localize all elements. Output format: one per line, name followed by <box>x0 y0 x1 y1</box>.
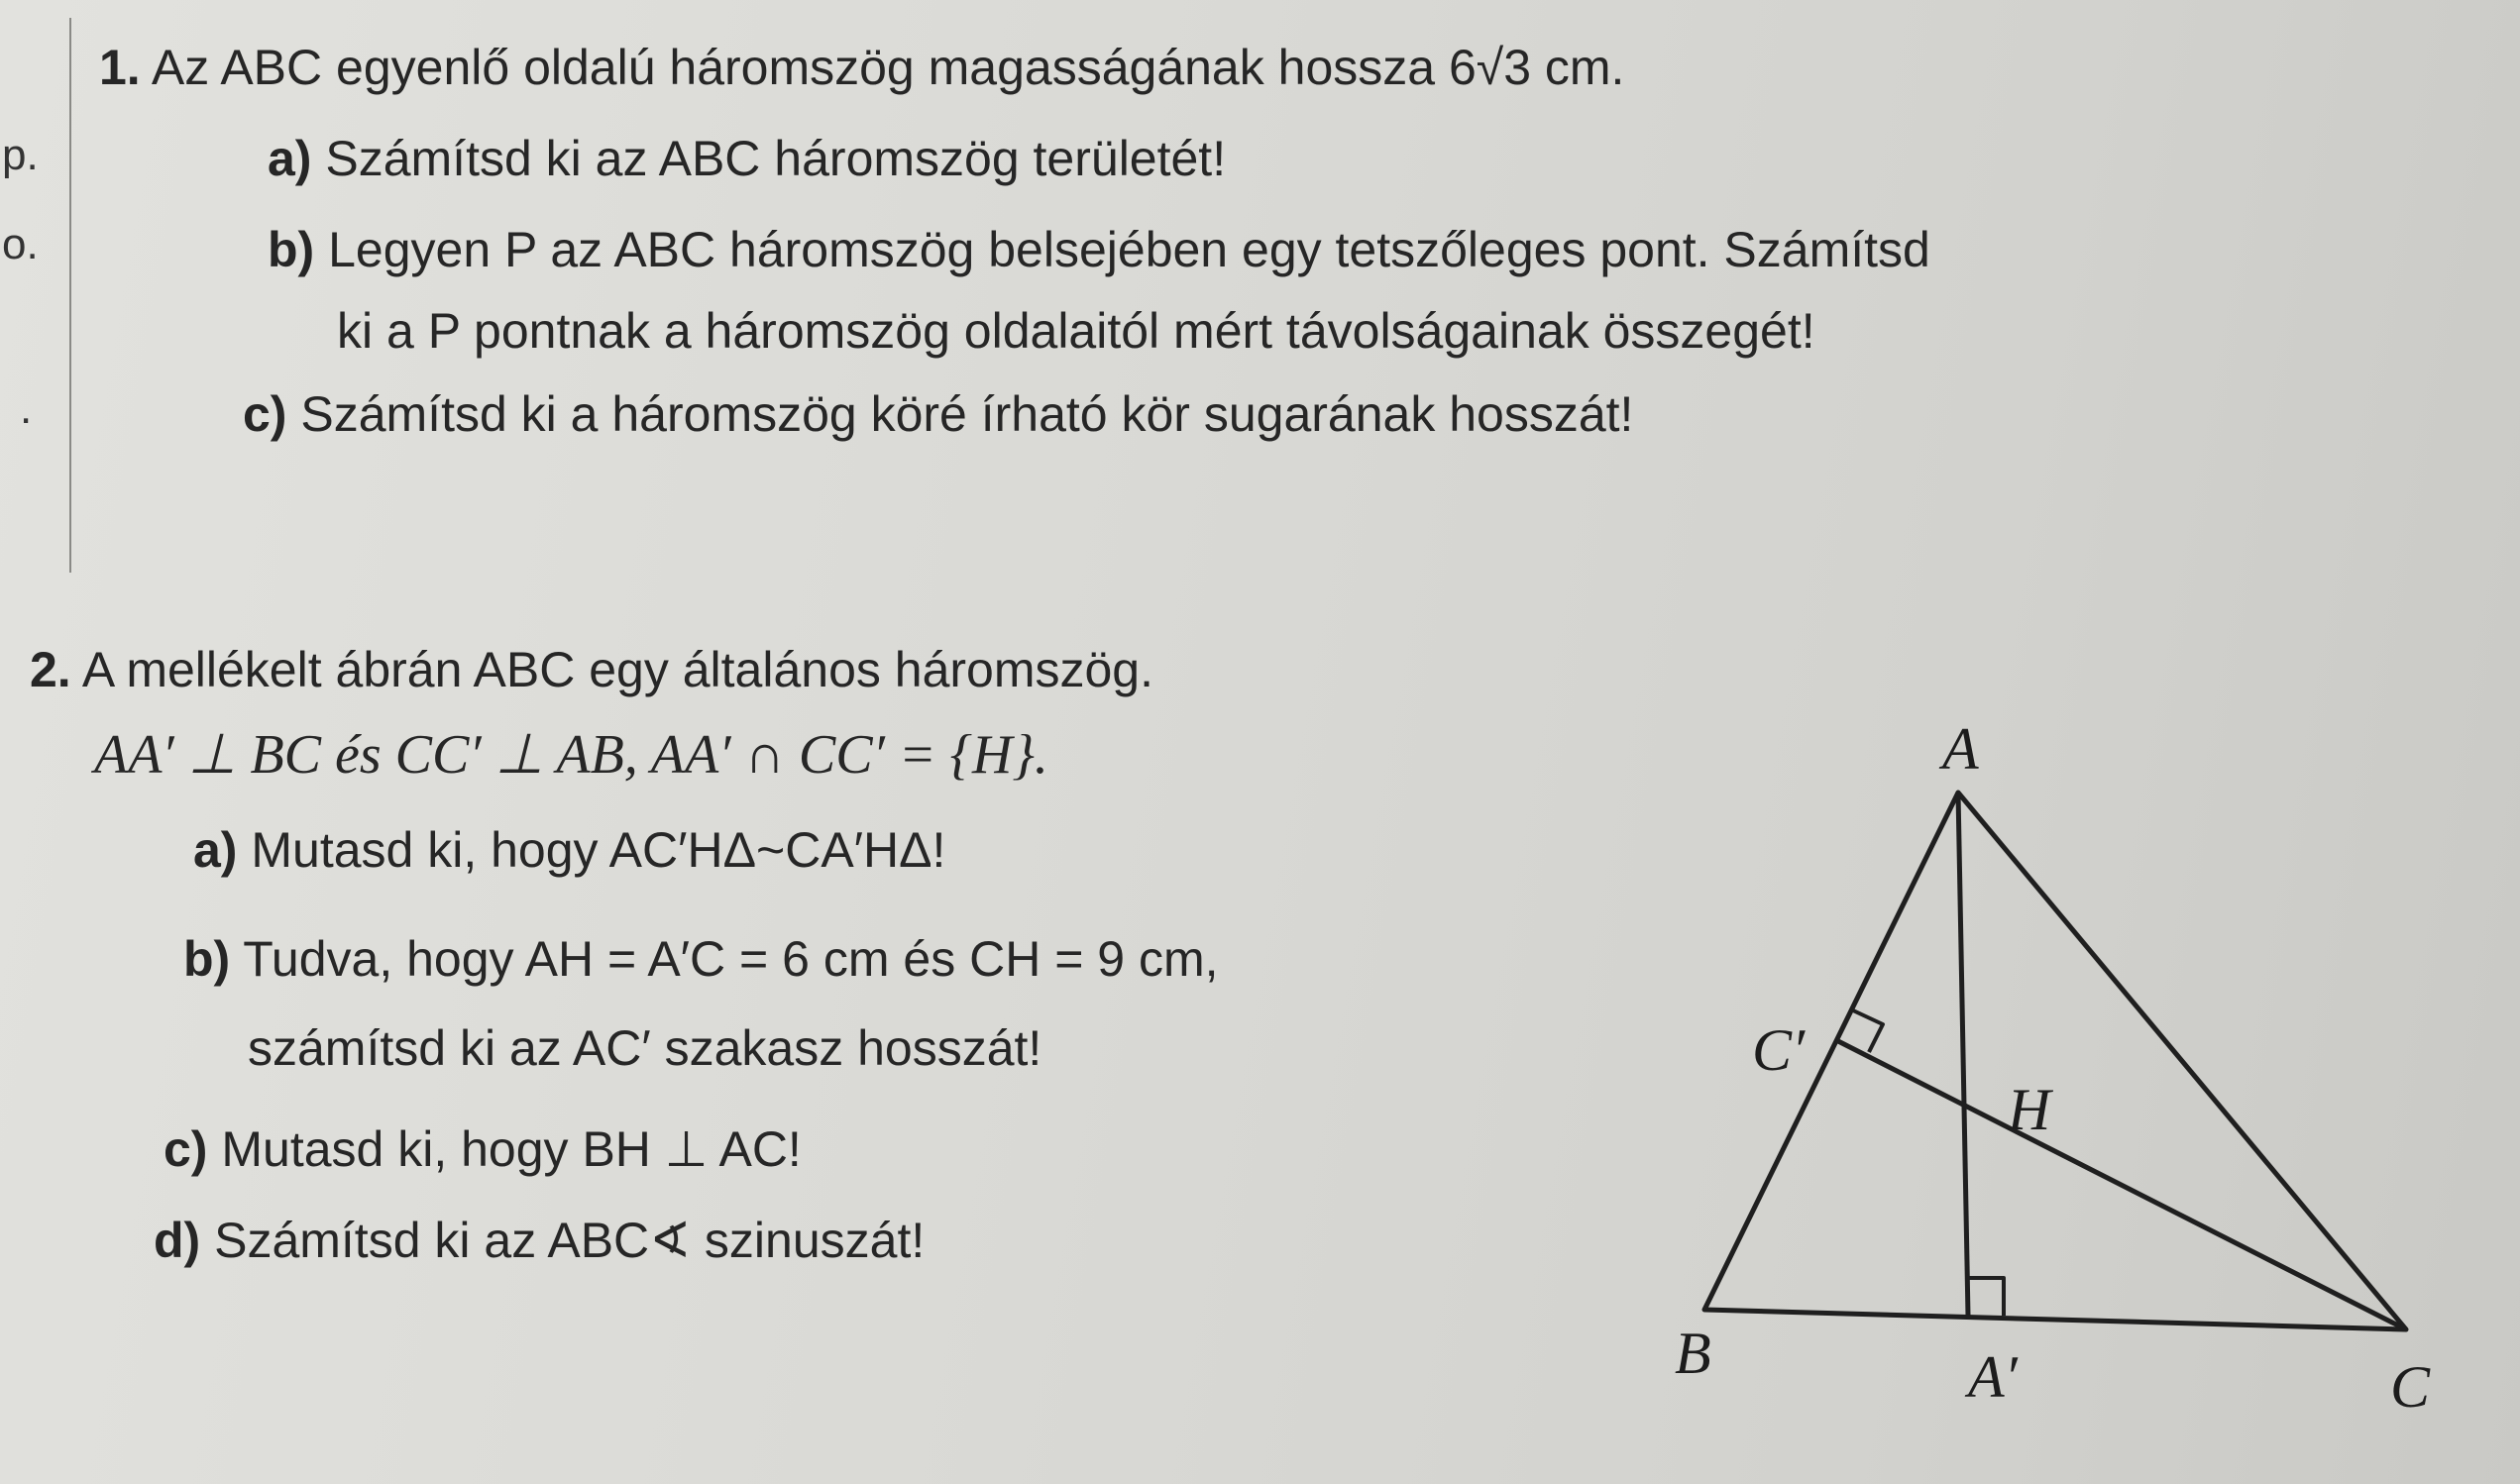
problem2-part-c <box>164 1119 802 1179</box>
problem2-part-b-cont <box>248 1018 1041 1078</box>
triangle-abc <box>1704 793 2406 1329</box>
problem1-part-b-cont <box>337 301 1815 361</box>
label-c-prime: C′ <box>1752 1017 1806 1083</box>
problem2-part-d <box>154 1211 925 1270</box>
problem1-part-c <box>243 384 1633 444</box>
label-a: A <box>1942 716 1979 782</box>
problem1-part-b-label: b) <box>268 222 315 277</box>
problem1-part-b-cont-text: ki a P pontnak a háromszög oldalaitól mért távolságainak összegét! <box>337 303 1815 359</box>
problem2-part-b-text: Tudva, hogy AH = A′C = 6 cm és CH = 9 cm, <box>243 931 1219 987</box>
altitude-aa-prime <box>1958 793 1968 1316</box>
problem1-header <box>99 38 1624 97</box>
problem2-header <box>30 640 1153 699</box>
margin-rule <box>69 18 71 573</box>
problem2-part-d-label: d) <box>154 1213 201 1268</box>
problem1-part-b <box>268 220 1930 279</box>
margin-mark-2: o. <box>2 220 39 268</box>
problem2-part-d-text: Számítsd ki az ABC∢ szinuszát! <box>214 1213 926 1268</box>
problem2-number: 2. <box>30 642 71 697</box>
problem2-part-c-text: Mutasd ki, hogy BH ⊥ AC! <box>221 1121 802 1177</box>
problem2-part-a-label: a) <box>193 822 238 878</box>
problem1-statement: Az ABC egyenlő oldalú háromszög magasságának hossza 6√3 cm. <box>151 40 1625 95</box>
label-h: H <box>2008 1077 2051 1142</box>
label-c: C <box>2390 1354 2431 1420</box>
margin-mark-1: p. <box>2 131 39 179</box>
problem1-part-a-label: a) <box>268 131 312 186</box>
right-angle-a-prime <box>1968 1278 2004 1316</box>
problem2-part-b <box>183 929 1219 989</box>
problem2-part-c-label: c) <box>164 1121 208 1177</box>
problem1-part-c-text: Számítsd ki a háromszög köré írható kör sugarának hosszát! <box>300 386 1634 442</box>
label-a-prime: A′ <box>1968 1344 2018 1410</box>
triangle-figure <box>1645 703 2458 1436</box>
problem2-part-a <box>193 820 945 880</box>
right-angle-c-prime <box>1853 1010 1883 1052</box>
problem2-part-b-cont-text: számítsd ki az AC′ szakasz hosszát! <box>248 1020 1042 1076</box>
altitude-cc-prime <box>1836 1040 2406 1329</box>
problem2-part-b-label: b) <box>183 931 231 987</box>
margin-mark-3: . <box>20 384 33 433</box>
problem2-conditions <box>94 725 1048 786</box>
problem2-conditions-text: AA′ ⊥ BC és CC′ ⊥ AB, AA′ ∩ CC′ = {H}. <box>94 724 1048 786</box>
label-b: B <box>1675 1321 1711 1386</box>
problem1-number: 1. <box>99 40 141 95</box>
problem2-part-a-text: Mutasd ki, hogy AC′HΔ~CA′HΔ! <box>251 822 946 878</box>
problem1-part-a <box>268 129 1226 188</box>
problem1-part-a-text: Számítsd ki az ABC háromszög területét! <box>325 131 1227 186</box>
problem2-statement: A mellékelt ábrán ABC egy általános háromszög. <box>81 642 1153 697</box>
problem1-part-c-label: c) <box>243 386 287 442</box>
problem1-part-b-text: Legyen P az ABC háromszög belsejében egy tetszőleges pont. Számítsd <box>328 222 1930 277</box>
